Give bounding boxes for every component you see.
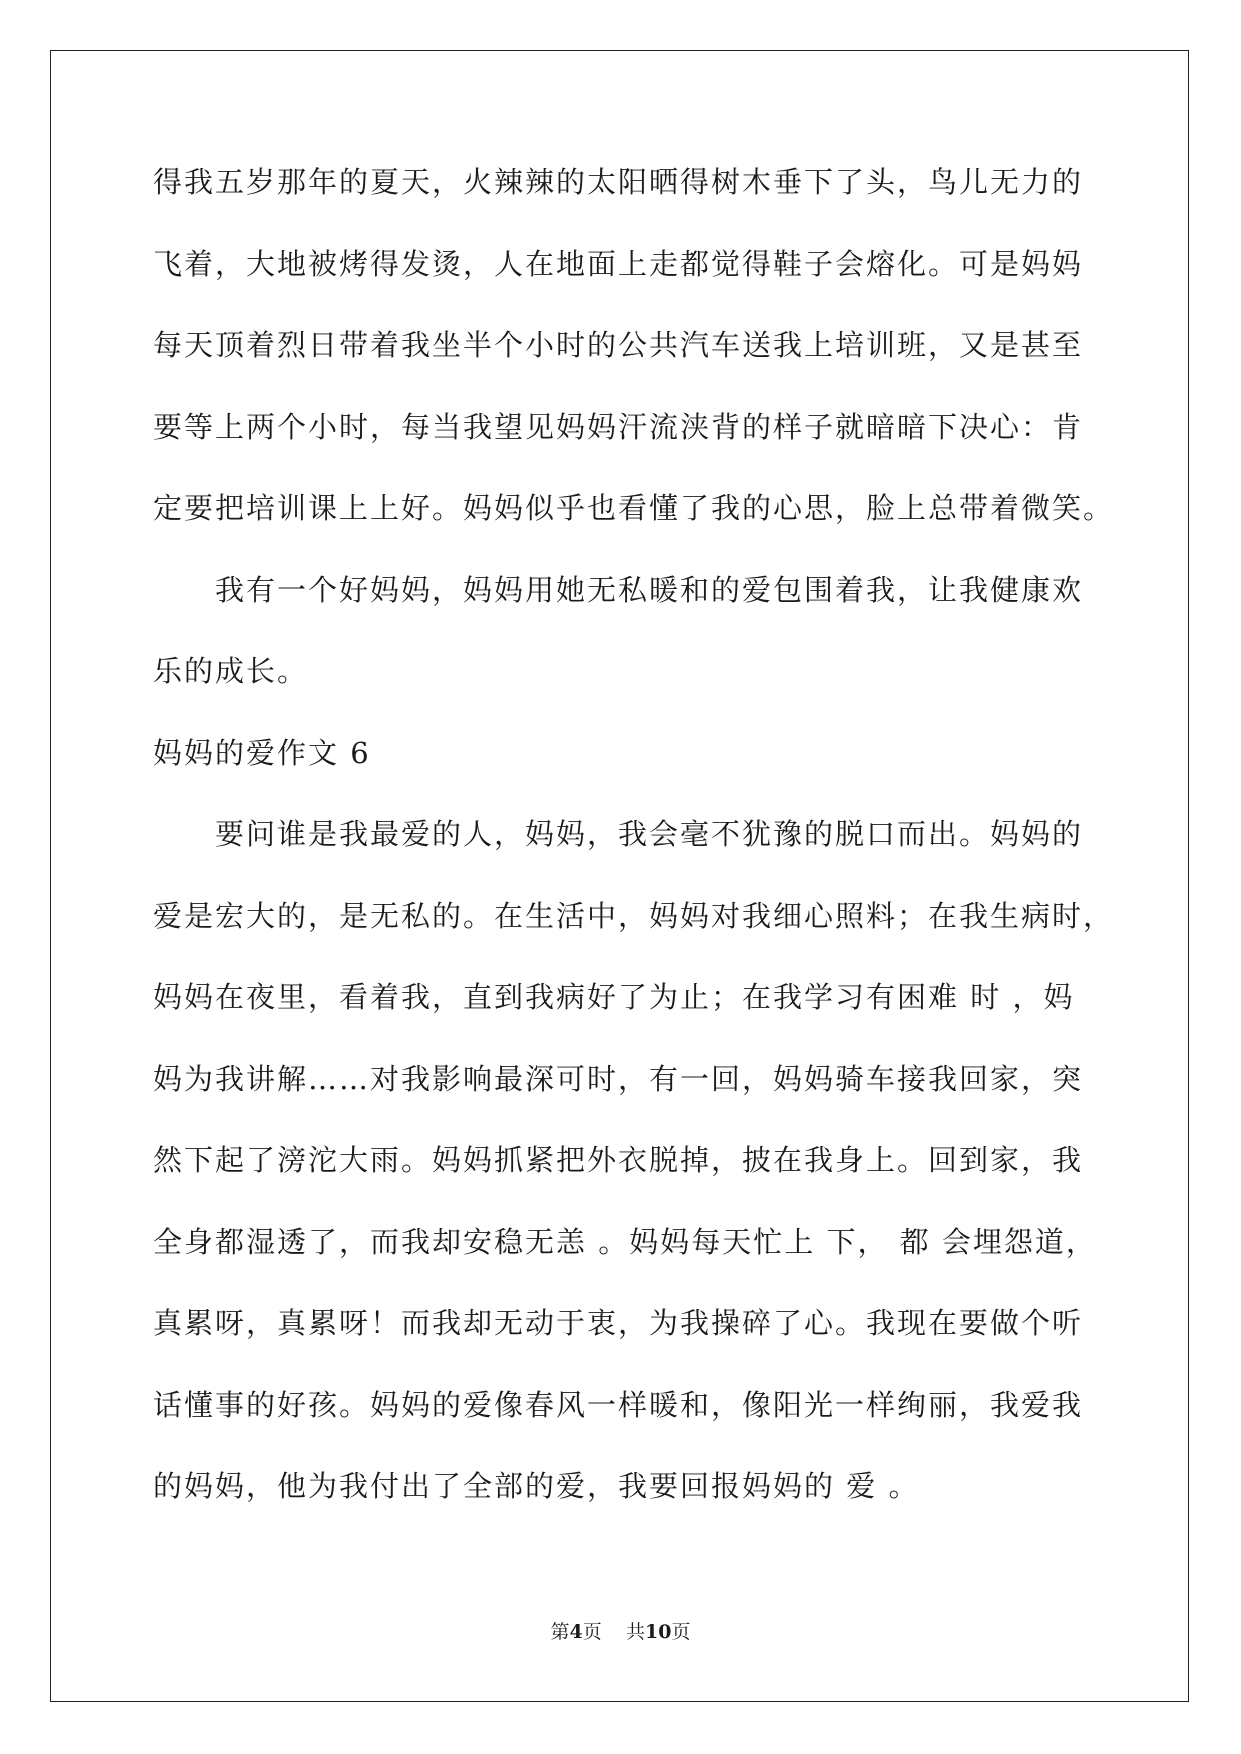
text-line: 每天顶着烈日带着我坐半个小时的公共汽车送我上培训班，又是甚至 xyxy=(153,328,1084,362)
total-pages: 10 xyxy=(644,1621,672,1643)
page-suffix: 页 xyxy=(582,1621,602,1643)
text-line: 的妈妈，他为我付出了全部的爱，我要回报妈妈的 爱 。 xyxy=(153,1469,920,1503)
text-line: 爱是宏大的，是无私的。在生活中，妈妈对我细心照料；在我生病时， xyxy=(153,898,1115,933)
total-prefix: 共 xyxy=(625,1621,645,1643)
total-suffix: 页 xyxy=(671,1621,691,1643)
text-line: 乐的成长。 xyxy=(153,654,309,688)
text-line: 全身都湿透了，而我却安稳无恙 。妈妈每天忙上 下， 都 会埋怨道， xyxy=(153,1224,1097,1259)
page-prefix: 第 xyxy=(550,1621,570,1643)
page-footer xyxy=(0,1620,1241,1644)
text-line: 然下起了滂沱大雨。妈妈抓紧把外衣脱掉，披在我身上。回到家，我 xyxy=(153,1143,1084,1177)
document-body xyxy=(153,162,1115,1548)
text-line: 话懂事的好孩。妈妈的爱像春风一样暖和，像阳光一样绚丽，我爱我 xyxy=(153,1387,1084,1422)
text-line: 得我五岁那年的夏天，火辣辣的太阳晒得树木垂下了头，鸟儿无力的 xyxy=(153,165,1084,199)
text-line: 妈妈在夜里，看着我，直到我病好了为止；在我学习有困难 时 ，妈 xyxy=(153,980,1075,1014)
section-heading: 妈妈的爱作文 6 xyxy=(153,735,371,770)
text-line: 妈为我讲解……对我影响最深可时，有一回，妈妈骑车接我回家，突 xyxy=(153,1061,1084,1096)
text-line: 真累呀，真累呀！而我却无动于衷，为我操碎了心。我现在要做个听 xyxy=(153,1306,1084,1340)
text-line: 定要把培训课上上好。妈妈似乎也看懂了我的心思，脸上总带着微笑。 xyxy=(153,491,1115,525)
text-line: 要等上两个小时，每当我望见妈妈汗流浃背的样子就暗暗下决心：肯 xyxy=(153,409,1084,444)
text-line: 要问谁是我最爱的人，妈妈，我会毫不犹豫的脱口而出。妈妈的 xyxy=(215,817,1084,851)
text-line: 飞着，大地被烤得发烫，人在地面上走都觉得鞋子会熔化。可是妈妈 xyxy=(153,246,1084,281)
page-number: 4 xyxy=(569,1621,583,1643)
text-line: 我有一个好妈妈，妈妈用她无私暖和的爱包围着我，让我健康欢 xyxy=(215,572,1084,607)
